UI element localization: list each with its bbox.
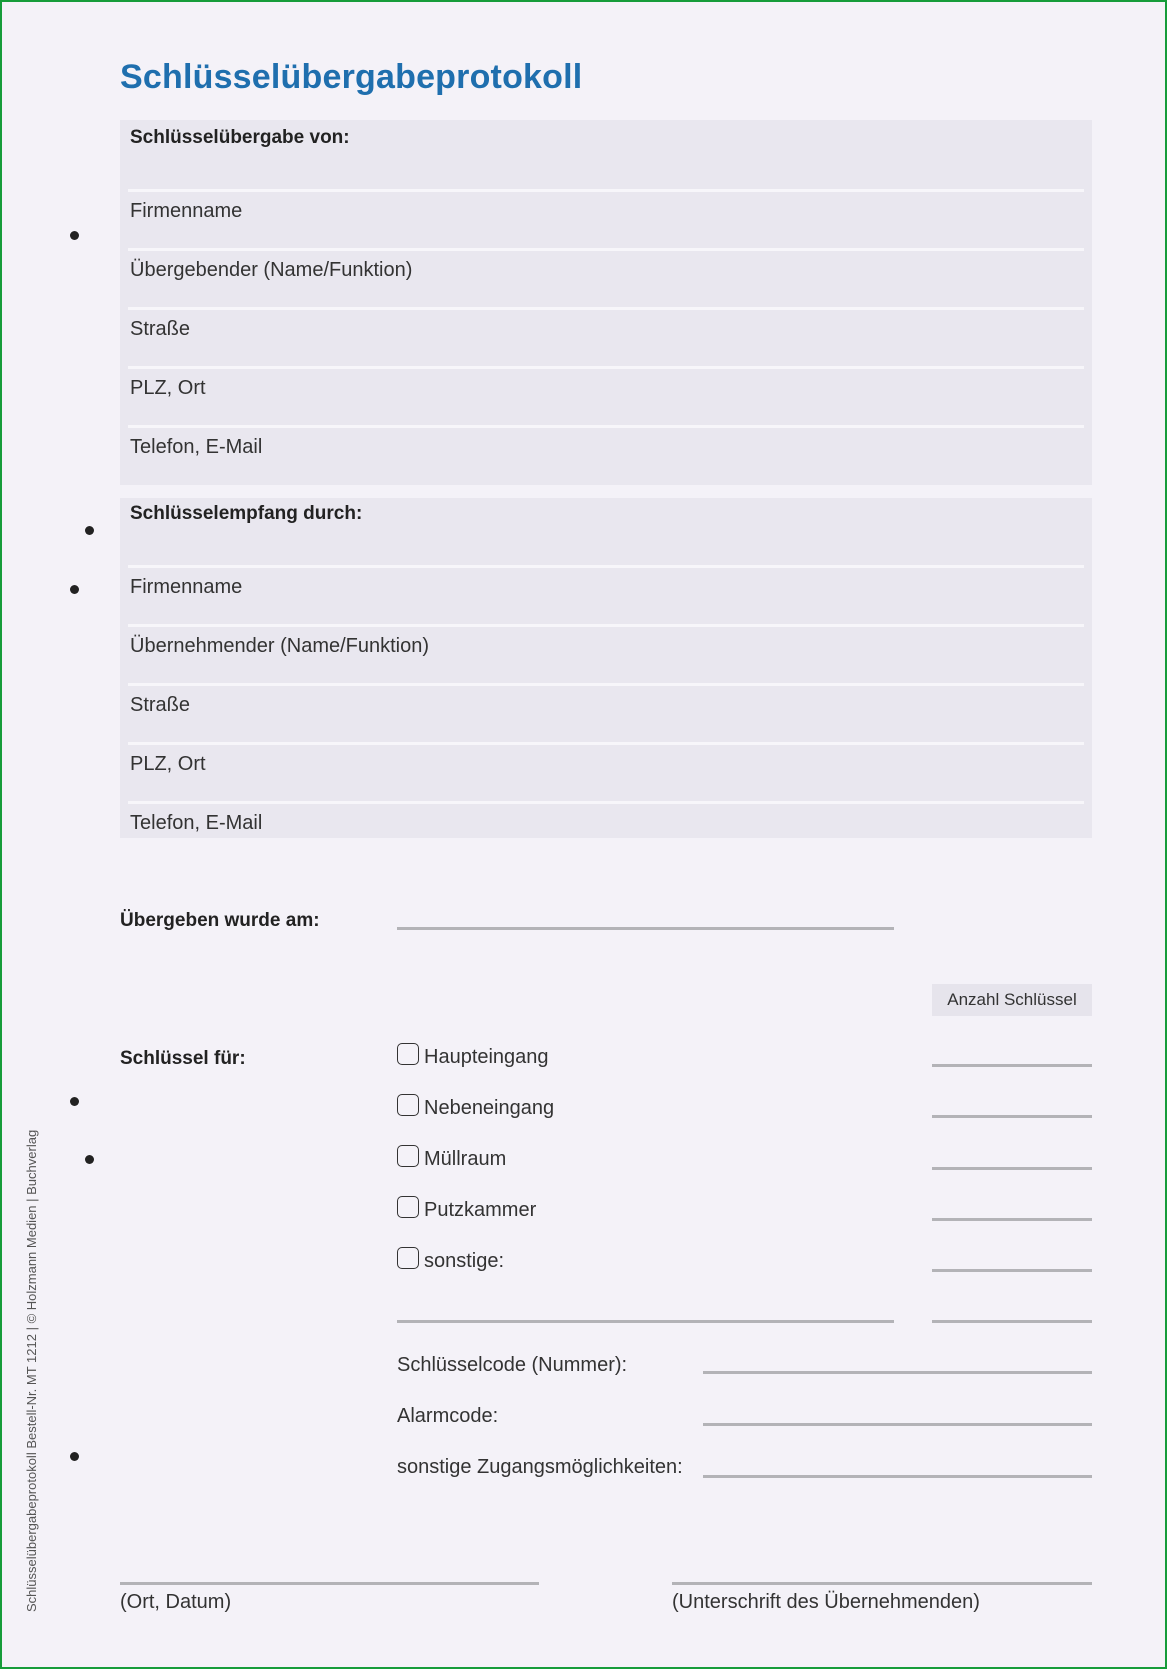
handover-to-heading: Schlüsselempfang durch: xyxy=(130,503,363,524)
field-label: PLZ, Ort xyxy=(130,753,206,775)
key-count-line[interactable] xyxy=(932,1064,1092,1067)
handover-date-line[interactable] xyxy=(397,927,894,930)
checkbox-icon[interactable] xyxy=(397,1145,419,1167)
other-access-line[interactable] xyxy=(703,1475,1092,1478)
checkbox-label: sonstige: xyxy=(424,1250,505,1272)
field-row[interactable] xyxy=(128,624,1084,681)
checkbox-label: Putzkammer xyxy=(424,1199,537,1221)
checkbox-label: Haupteingang xyxy=(424,1046,549,1068)
field-row[interactable] xyxy=(128,189,1084,246)
checkbox-icon[interactable] xyxy=(397,1196,419,1218)
punch-hole xyxy=(70,585,79,594)
handover-from-section xyxy=(120,120,1092,485)
page-title: Schlüsselübergabeprotokoll xyxy=(120,58,583,96)
field-label: Telefon, E-Mail xyxy=(130,812,263,834)
checkbox-sonstige[interactable] xyxy=(397,1250,504,1273)
field-label: Straße xyxy=(130,694,191,716)
field-label: PLZ, Ort xyxy=(130,377,206,399)
field-row[interactable] xyxy=(128,683,1084,740)
alarm-code-label: Alarmcode: xyxy=(397,1405,499,1427)
checkbox-label: Müllraum xyxy=(424,1148,507,1170)
punch-hole xyxy=(70,1452,79,1461)
key-code-label: Schlüsselcode (Nummer): xyxy=(397,1354,628,1376)
checkbox-icon[interactable] xyxy=(397,1043,419,1065)
other-access-label: sonstige Zugangsmöglichkeiten: xyxy=(397,1456,683,1478)
signature-line[interactable] xyxy=(672,1582,1092,1585)
checkbox-muellraum[interactable] xyxy=(397,1148,506,1171)
field-label: Telefon, E-Mail xyxy=(130,436,263,458)
field-row[interactable] xyxy=(128,248,1084,305)
key-code-line[interactable] xyxy=(703,1371,1092,1374)
field-row[interactable] xyxy=(128,565,1084,622)
punch-hole xyxy=(85,1155,94,1164)
checkbox-haupteingang[interactable] xyxy=(397,1046,549,1069)
keys-label: Schlüssel für: xyxy=(120,1048,246,1069)
key-count-line[interactable] xyxy=(932,1115,1092,1118)
handover-from-heading: Schlüsselübergabe von: xyxy=(130,127,350,148)
key-count-header: Anzahl Schlüssel xyxy=(932,984,1092,1016)
field-row[interactable] xyxy=(128,307,1084,364)
field-label: Firmenname xyxy=(130,200,243,222)
field-label: Übernehmender (Name/Funktion) xyxy=(130,635,430,657)
key-count-line[interactable] xyxy=(932,1269,1092,1272)
place-date-label: (Ort, Datum) xyxy=(120,1591,232,1613)
field-label: Straße xyxy=(130,318,191,340)
field-label: Übergebender (Name/Funktion) xyxy=(130,259,413,281)
signature-label: (Unterschrift des Übernehmenden) xyxy=(672,1591,980,1613)
punch-hole xyxy=(70,231,79,240)
checkbox-putzkammer[interactable] xyxy=(397,1199,536,1222)
checkbox-icon[interactable] xyxy=(397,1094,419,1116)
other-key-line[interactable] xyxy=(397,1320,894,1323)
field-row[interactable] xyxy=(128,425,1084,482)
punch-hole xyxy=(70,1097,79,1106)
handover-date-label: Übergeben wurde am: xyxy=(120,910,320,931)
field-row[interactable] xyxy=(128,742,1084,799)
field-row[interactable] xyxy=(128,801,1084,838)
key-count-line[interactable] xyxy=(932,1218,1092,1221)
checkbox-label: Nebeneingang xyxy=(424,1097,555,1119)
checkbox-icon[interactable] xyxy=(397,1247,419,1269)
place-date-line[interactable] xyxy=(120,1582,539,1585)
punch-hole xyxy=(85,526,94,535)
field-row[interactable] xyxy=(128,366,1084,423)
key-count-line[interactable] xyxy=(932,1167,1092,1170)
field-label: Firmenname xyxy=(130,576,243,598)
handover-to-section xyxy=(120,498,1092,838)
side-imprint: Schlüsselübergabeprotokoll Bestell-Nr. MT 1212 | © Holzmann Medien | Buchverlag xyxy=(24,1129,39,1612)
alarm-code-line[interactable] xyxy=(703,1423,1092,1426)
checkbox-nebeneingang[interactable] xyxy=(397,1097,554,1120)
key-count-line[interactable] xyxy=(932,1320,1092,1323)
